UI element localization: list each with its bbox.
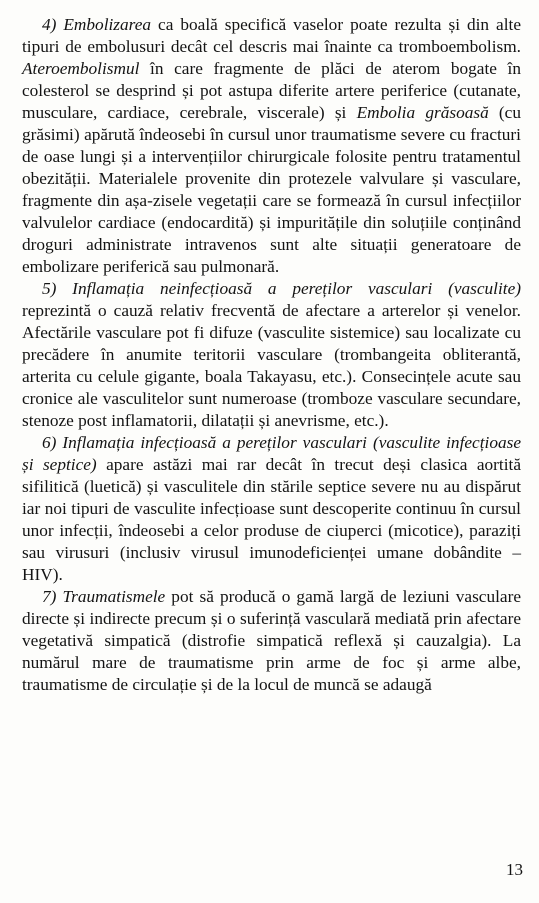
text-segment: reprezintă o cauză relativ frecventă de afectare a arterelor și venelor. Afectările vasculare pot fi difuze (vasculite sistemice) sau localizate cu precădere în anumite teritorii vasculare (trombangeita obliterantă, arterita cu celule gigante, boala Takayasu, etc.). Consecințele acute sau cronice ale vasculitelor sunt numeroase (tromboze vasculare secundare, stenoze post inflamatorii, dilatații și anevrisme, etc.).: [22, 301, 521, 430]
heading-trauma: 7) Traumatismele: [42, 587, 166, 606]
paragraph-noninfectious-vasculitis: [22, 278, 521, 432]
text-segment: apare astăzi mai rar decât în trecut deși clasica aortită sifilitică (luetică) și vasculitele din stările septice severe nu au dispărut iar noi tipuri de vasculite infecțioase sunt descoperite continuu în cursul unor infecții, îndeosebi a celor produse de ciuperci (micotice), paraziți sau virusuri (inclusiv virusul imunodeficienței umane dobândite – HIV).: [22, 455, 521, 584]
heading-noninfectious-vasculitis: 5) Inflamația neinfecțioasă a pereților vasculari (vasculite): [42, 279, 521, 298]
paragraph-trauma: [22, 586, 521, 696]
term-atheroembolism: Ateroembolismul: [22, 59, 140, 78]
paragraph-infectious-vasculitis: [22, 432, 521, 586]
text-segment: ca boală specifică vaselor poate rezulta și din alte tipuri de embolusuri decât cel descris mai înainte ca tromboembolism.: [22, 15, 521, 56]
text-segment: pot să producă o gamă largă de leziuni vasculare directe și indirecte precum și o suferință vasculară mediată prin afectare vegetativă simpatică (distrofie simpatică reflexă și cauzalgia). La numărul mare de traumatisme prin arme de foc și arme albe, traumatisme de circulație și de la locul de muncă se adaugă: [22, 587, 521, 694]
body-text: [22, 14, 521, 696]
page-number: 13: [506, 860, 523, 879]
term-fat-embolism: Embolia grăsoasă: [356, 103, 489, 122]
paragraph-embolization: [22, 14, 521, 278]
heading-infectious-vasculitis: 6) Inflamația infecțioasă a pereților vasculari (vasculite infecțioase și septice): [22, 433, 521, 474]
heading-embolization: 4) Embolizarea: [42, 15, 152, 34]
text-segment: (cu grăsimi) apărută îndeosebi în cursul unor traumatisme severe cu fracturi de oase lungi și a intervențiilor chirurgicale folosite pentru tratamentul obezității. Materialele provenite din protezele valvulare și vasculare, fragmente din așa-zisele vegetații care se formează în cursul infecțiilor valvulelor cardiace (endocardită) și impuritățile din soluțiile conținând droguri administrate intravenos sunt alte situații generatoare de embolizare periferică sau pulmonară.: [22, 103, 521, 276]
text-segment: în care fragmente de plăci de aterom bogate în colesterol se desprind și pot astupa diferite artere periferice (cutanate, musculare, cardiace, cerebrale, viscerale) și: [22, 59, 521, 122]
